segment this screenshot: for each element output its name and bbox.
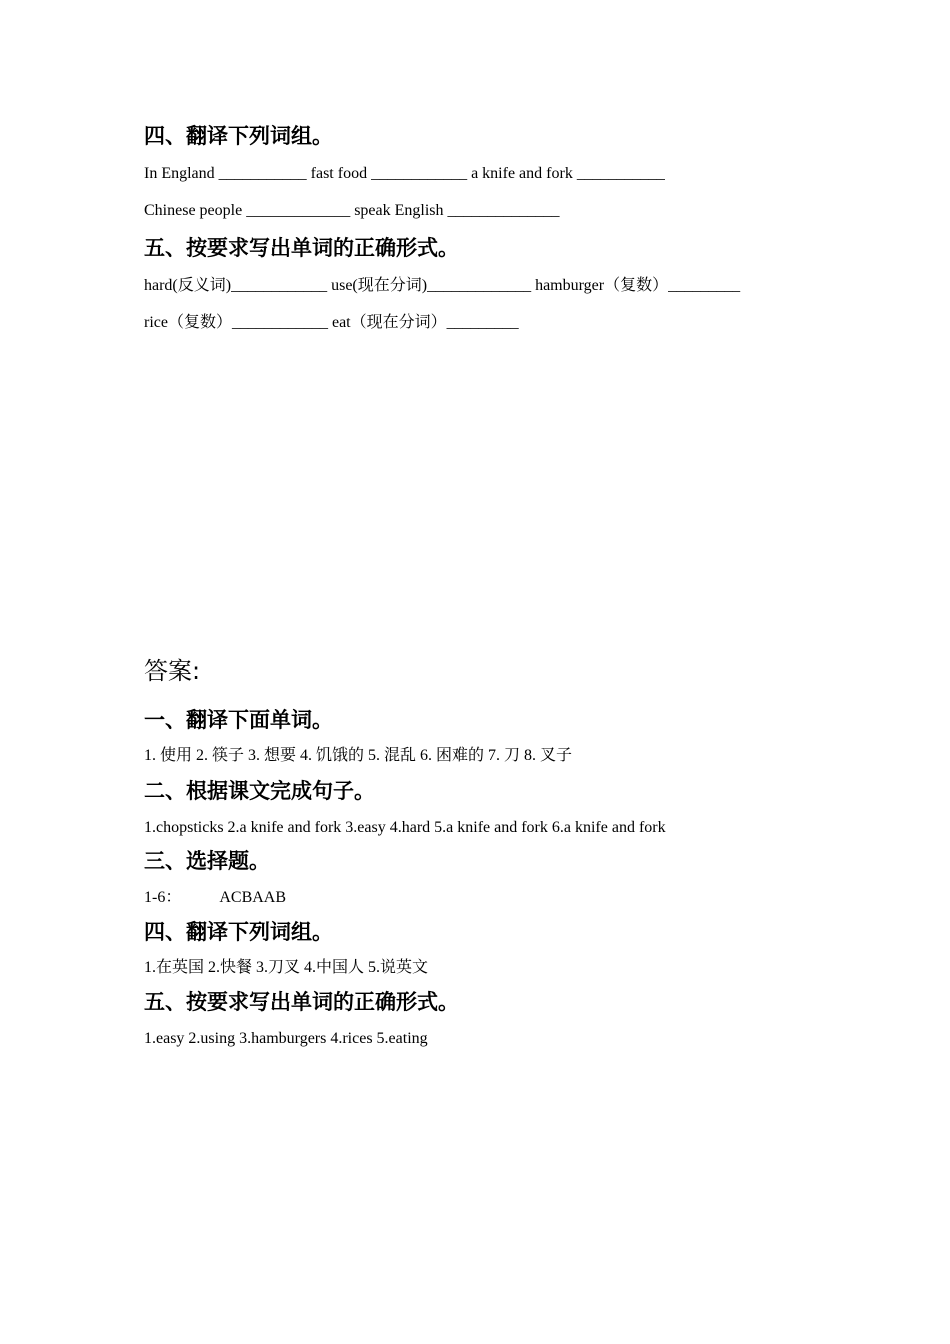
- answer-section1-text: 1. 使用 2. 筷子 3. 想要 4. 饥饿的 5. 混乱 6. 困难的 7. 刀 8. 叉子: [144, 747, 573, 764]
- answer-section4-heading: 四、翻译下列词组。: [144, 920, 333, 944]
- answers-title: 答案:: [144, 657, 201, 685]
- answer-section3-heading: 三、选择题。: [144, 849, 270, 873]
- answer-section2-heading: 二、根据课文完成句子。: [144, 779, 375, 803]
- answer-section2-text: 1.chopsticks 2.a knife and fork 3.easy 4.hard 5.a knife and fork 6.a knife and fork: [144, 819, 666, 836]
- answer-section5-text: 1.easy 2.using 3.hamburgers 4.rices 5.eating: [144, 1030, 428, 1047]
- section5-line2: rice（复数）____________ eat（现在分词）_________: [144, 314, 519, 331]
- section5-heading: 五、按要求写出单词的正确形式。: [144, 236, 459, 260]
- answer-section3-line: [144, 888, 286, 908]
- answer-section3-range: 1-6：: [144, 889, 182, 906]
- answer-section4-text: 1.在英国 2.快餐 3.刀叉 4.中国人 5.说英文: [144, 959, 429, 976]
- section5-line1: hard(反义词)____________ use(现在分词)_____________ hamburger（复数）_________: [144, 277, 741, 294]
- answer-section3-text: ACBAAB: [219, 889, 287, 906]
- section4-line1: In England ___________ fast food ____________ a knife and fork ___________: [144, 165, 665, 182]
- answer-section1-heading: 一、翻译下面单词。: [144, 708, 333, 732]
- section4-heading: 四、翻译下列词组。: [144, 124, 333, 148]
- answer-section5-heading: 五、按要求写出单词的正确形式。: [144, 990, 459, 1014]
- section4-line2: Chinese people _____________ speak English ______________: [144, 202, 560, 219]
